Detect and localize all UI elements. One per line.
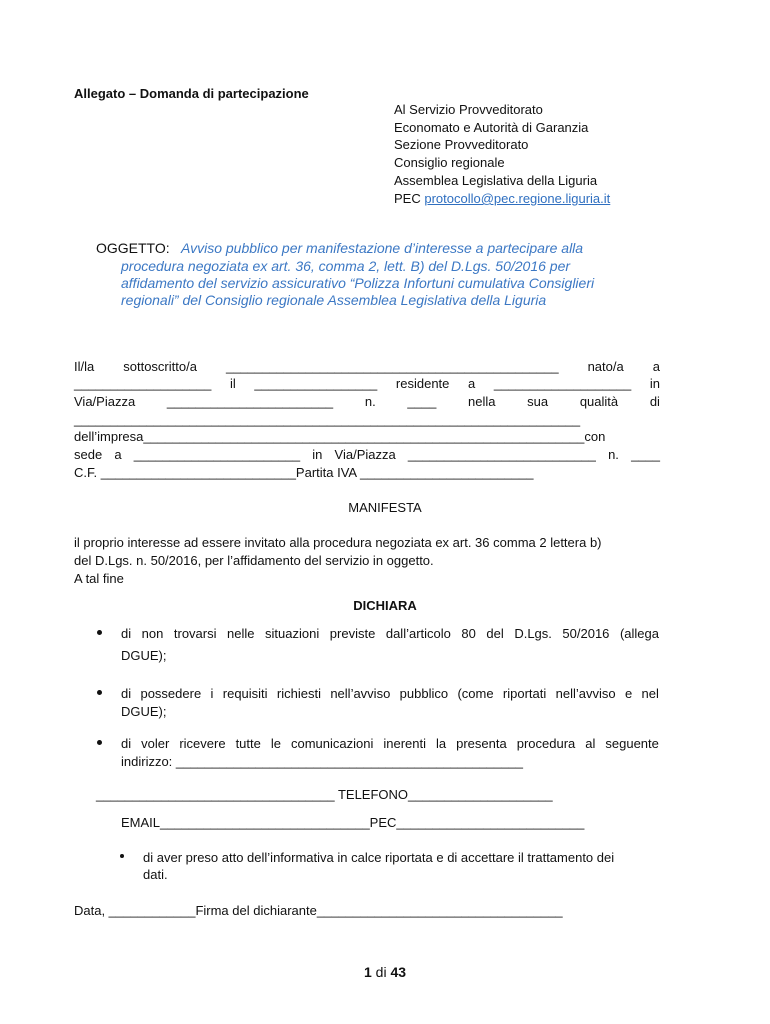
declaration-item-1-cont: DGUE); — [121, 648, 167, 663]
word: nell’avviso — [330, 686, 391, 701]
word: sede — [74, 447, 103, 462]
word: nel — [641, 686, 659, 701]
applicant-line-1 — [74, 358, 660, 375]
word: del — [486, 626, 504, 641]
word: presenta — [456, 736, 507, 751]
recipient-pec-line — [394, 190, 610, 207]
word: nell’avviso — [555, 686, 616, 701]
recipient-line: Consiglio regionale — [394, 155, 505, 170]
company-city-blank[interactable]: _______________________ — [133, 447, 301, 462]
word: nelle — [227, 626, 255, 641]
word: Via/Piazza — [334, 447, 396, 462]
word: D.Lgs. — [514, 626, 552, 641]
word: a — [114, 447, 122, 462]
word: 80 — [461, 626, 476, 641]
word: di — [121, 626, 132, 641]
birthdate-blank[interactable]: _________________ — [254, 376, 378, 391]
word: e — [624, 686, 633, 701]
word: nella — [468, 394, 496, 409]
subject-first-line — [181, 240, 658, 257]
word: (allega — [619, 626, 659, 641]
word: dall’articolo — [385, 626, 451, 641]
subject-line: procedura negoziata ex art. 36, comma 2, lett. B) del D.Lgs. 50/2016 per — [121, 258, 571, 274]
applicant-line-2 — [74, 375, 660, 392]
word: tutte — [235, 736, 261, 751]
word: requisiti — [222, 686, 268, 701]
word: in — [312, 447, 323, 462]
word: in — [649, 376, 660, 391]
subject-text: Avviso pubblico per manifestazione d’interesse a partecipare alla — [181, 240, 584, 256]
word: procedura — [516, 736, 576, 751]
word: di — [121, 736, 132, 751]
word: il — [229, 376, 236, 391]
word: possedere — [140, 686, 202, 701]
word: ricevere — [179, 736, 226, 751]
word: trovarsi — [173, 626, 217, 641]
word: Via/Piazza — [74, 394, 136, 409]
recipient-line: Al Servizio Provveditorato — [394, 102, 543, 117]
date-signature-line[interactable]: Data, ____________Firma del dichiarante__________________________________ — [74, 903, 563, 918]
bullet-icon — [97, 740, 102, 745]
recipient-line: Assemblea Legislativa della Liguria — [394, 173, 598, 188]
address-blank[interactable]: indirizzo: ________________________________________________ — [121, 754, 523, 769]
word: non — [141, 626, 164, 641]
declaration-item-2-cont: DGUE); — [121, 704, 167, 719]
birthplace-blank[interactable]: ___________________ — [74, 376, 212, 391]
company-street-blank[interactable]: __________________________ — [407, 447, 596, 462]
word: residente — [395, 376, 450, 391]
residence-blank[interactable]: ___________________ — [493, 376, 632, 391]
current-page: 1 — [363, 964, 372, 980]
word: Il/la — [74, 359, 95, 374]
bullet-icon — [120, 854, 124, 858]
declaration-item-3 — [121, 735, 659, 752]
recipient-line: Economato e Autorità di Garanzia — [394, 120, 589, 135]
word: situazioni — [265, 626, 320, 641]
subject-line: affidamento del servizio assicurativo “Polizza Infortuni cumulativa Consiglieri — [121, 275, 595, 291]
word: nato/a — [587, 359, 624, 374]
street-blank[interactable]: _______________________ — [166, 394, 334, 409]
word: voler — [141, 736, 170, 751]
word: (come — [457, 686, 494, 701]
pec-label: PEC — [394, 191, 421, 206]
privacy-declaration-cont: dati. — [143, 867, 168, 882]
manifesta-text: A tal fine — [74, 571, 124, 586]
phone-line[interactable]: _________________________________ TELEFONO____________________ — [96, 787, 553, 802]
street-number-blank[interactable]: ____ — [407, 394, 437, 409]
subject-line: regionali” del Consiglio regionale Assemblea Legislativa della Liguria — [121, 292, 547, 308]
declaration-item-1 — [121, 625, 659, 642]
word: di — [649, 394, 660, 409]
word: a — [652, 359, 660, 374]
role-blank[interactable]: ______________________________________________________________________ — [74, 412, 581, 427]
word: richiesti — [276, 686, 321, 701]
word: 50/2016 — [562, 626, 610, 641]
word: a — [468, 376, 476, 391]
recipient-line: Sezione Provveditorato — [394, 137, 529, 152]
manifesta-text: il proprio interesse ad essere invitato alla procedura negoziata ex art. 36 comma 2 lettera b) — [74, 535, 602, 550]
word: n. — [364, 394, 376, 409]
page-number — [0, 964, 770, 980]
bullet-icon — [97, 690, 102, 695]
name-blank[interactable]: ______________________________________________ — [225, 359, 559, 374]
word: seguente — [605, 736, 659, 751]
email-pec-line[interactable]: EMAIL_____________________________PEC__________________________ — [121, 815, 585, 830]
word: sua — [527, 394, 549, 409]
word: previste — [329, 626, 376, 641]
manifesta-text: del D.Lgs. n. 50/2016, per l’affidamento del servizio in oggetto. — [74, 553, 434, 568]
word: qualità — [579, 394, 619, 409]
total-pages: 43 — [390, 964, 407, 980]
privacy-declaration: di aver preso atto dell’informativa in calce riportata e di accettare il trattamento dei — [143, 850, 615, 865]
word: la — [436, 736, 447, 751]
manifesta-heading: MANIFESTA — [348, 500, 422, 515]
applicant-line-3 — [74, 393, 660, 410]
pec-email-link[interactable]: protocollo@pec.regione.liguria.it — [424, 191, 611, 206]
bullet-icon — [97, 630, 102, 635]
word: pubblico — [399, 686, 449, 701]
word: comunicazioni — [290, 736, 374, 751]
declaration-item-2 — [121, 685, 659, 702]
attachment-title: Allegato – Domanda di partecipazione — [74, 86, 309, 101]
word: riportati — [502, 686, 547, 701]
dichiara-heading: DICHIARA — [353, 598, 417, 613]
applicant-line-5 — [74, 428, 632, 445]
word: i — [210, 686, 214, 701]
tax-id-line[interactable]: C.F. ___________________________Partita IVA ________________________ — [74, 465, 534, 480]
applicant-line-6 — [74, 446, 660, 463]
word: le — [270, 736, 281, 751]
word: n. — [608, 447, 619, 462]
word: al — [585, 736, 596, 751]
subject-label: OGGETTO: — [96, 240, 170, 256]
word: di — [121, 686, 132, 701]
page-of: di — [375, 964, 387, 980]
word: inerenti — [383, 736, 426, 751]
company-number-blank[interactable]: ____ — [631, 447, 660, 462]
word: sottoscritto/a — [123, 359, 197, 374]
company-blank[interactable]: dell’impresa_____________________________________________________________con — [74, 429, 606, 444]
